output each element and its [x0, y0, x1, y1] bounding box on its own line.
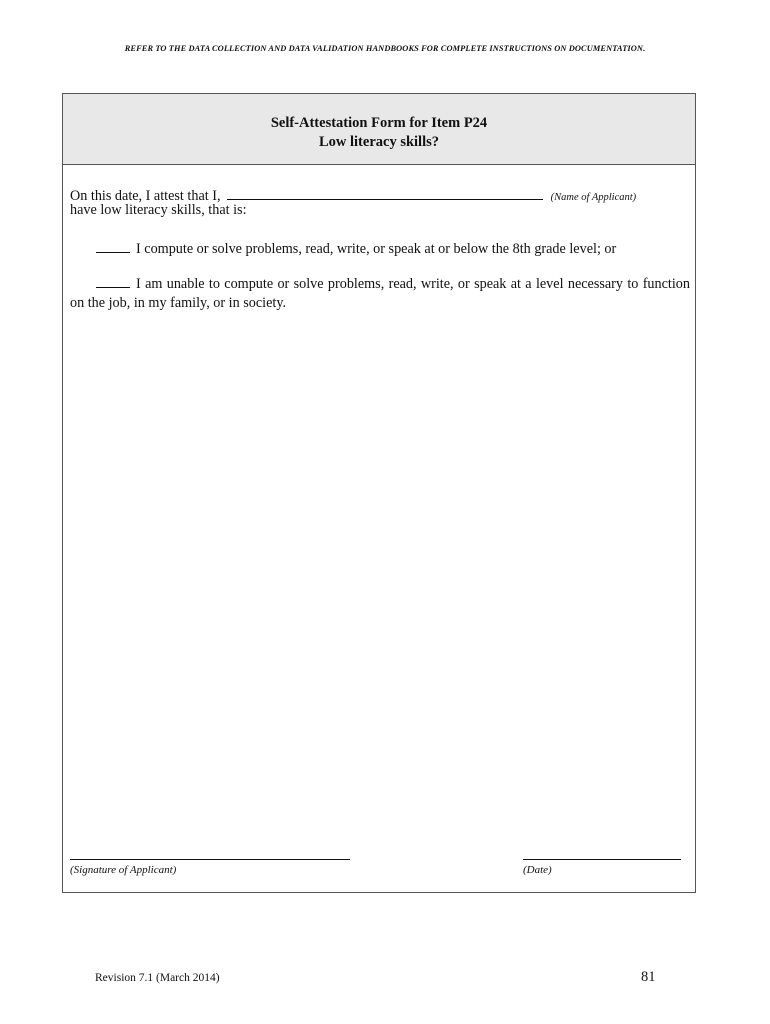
applicant-name-field[interactable]	[227, 185, 543, 200]
header-instruction-note: REFER TO THE DATA COLLECTION AND DATA VALIDATION HANDBOOKS FOR COMPLETE INSTRUCTIONS ON DOCUMENTATION.	[124, 44, 646, 53]
option-unable	[70, 275, 690, 313]
date-field[interactable]	[523, 859, 681, 860]
option2-check-blank[interactable]	[96, 275, 130, 288]
option1-check-blank[interactable]	[96, 240, 130, 253]
form-subtitle: Low literacy skills?	[318, 134, 440, 150]
form-title-band	[63, 94, 695, 165]
date-caption: (Date)	[523, 864, 552, 876]
page-number: 81	[641, 969, 656, 985]
option2-text: I am unable to compute or solve problems, read, write, or speak at a level necessary to function on the job, in my family, or in society.	[70, 276, 690, 311]
revision-label: Revision 7.1 (March 2014)	[95, 972, 220, 984]
option-grade-level	[96, 240, 616, 258]
attest-suffix: have low literacy skills, that is:	[70, 202, 247, 218]
option1-text: I compute or solve problems, read, write, or speak at or below the 8th grade level; or	[136, 241, 617, 257]
form-title: Self-Attestation Form for Item P24	[270, 115, 488, 131]
attest-prefix: On this date, I attest that I,	[70, 188, 221, 204]
attestation-form	[62, 93, 696, 893]
signature-field[interactable]	[70, 859, 350, 860]
name-caption: (Name of Applicant)	[550, 192, 637, 203]
signature-caption: (Signature of Applicant)	[70, 864, 177, 876]
